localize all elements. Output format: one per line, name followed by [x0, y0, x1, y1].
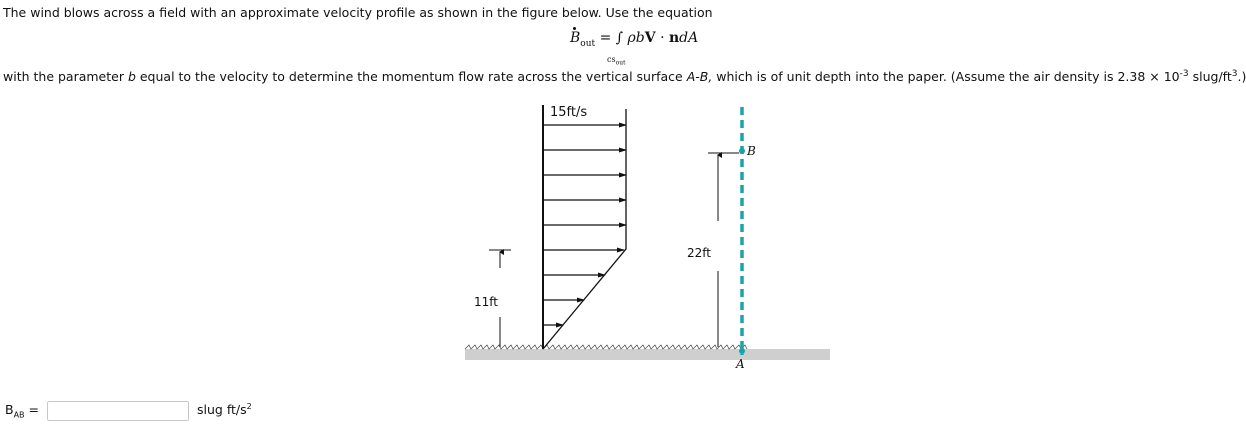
b-subscript: out: [580, 38, 596, 49]
body-text-4: slug/ft: [1188, 69, 1232, 85]
density-exponent: -3: [1179, 69, 1189, 79]
ground-hatching: [465, 345, 747, 349]
point-b-marker: [739, 148, 745, 154]
cs-label: cs: [607, 55, 616, 64]
body-text-3: which is of unit depth into the paper. (Assume the air density is 2.38 × 10: [712, 69, 1180, 85]
answer-symbol: B: [5, 402, 14, 417]
cs-subscript: out: [615, 59, 626, 67]
rho-b: ρb: [627, 30, 645, 46]
velocity-label: 15ft/s: [550, 105, 588, 120]
body-text-1: with the parameter: [3, 69, 128, 85]
integral-domain: [607, 55, 625, 67]
body-text-5: .): [1237, 69, 1246, 85]
answer-equals: =: [24, 402, 39, 417]
ground-strip: [465, 349, 830, 360]
point-b-label: B: [747, 144, 756, 158]
point-a-label: A: [736, 357, 745, 371]
problem-intro: The wind blows across a field with an approximate velocity profile as shown in the figure below. Use the equation: [3, 5, 713, 20]
velocity-arrows: [543, 125, 626, 325]
unit-exponent: 2: [246, 402, 252, 411]
surface-ab: A-B,: [686, 69, 713, 85]
point-a-marker: [739, 348, 745, 354]
velocity-vector: V: [644, 30, 656, 46]
area-element: dA: [679, 30, 699, 46]
volume-exponent: 3: [1231, 69, 1238, 79]
answer-unit: [197, 402, 252, 417]
answer-symbol-sub: AB: [13, 410, 25, 420]
height-lower-label: 11ft: [474, 295, 498, 309]
b-dot-symbol: B: [570, 30, 581, 46]
height-total-label: 22ft: [687, 246, 711, 260]
profile-outline: [543, 109, 626, 349]
answer-label: [5, 402, 39, 420]
integral-sign: ∫: [615, 30, 624, 46]
normal-vector: n: [668, 30, 680, 46]
unit-text: slug ft/s: [197, 402, 247, 418]
answer-input[interactable]: [47, 401, 189, 421]
equals-sign: =: [599, 30, 612, 46]
dot-operator: ·: [660, 30, 665, 46]
problem-body: [3, 69, 1246, 84]
velocity-profile-figure: [460, 97, 835, 377]
param-b: b: [127, 69, 136, 85]
momentum-equation: [570, 30, 698, 49]
body-text-2: equal to the velocity to determine the momentum flow rate across the vertical surface: [135, 69, 687, 85]
